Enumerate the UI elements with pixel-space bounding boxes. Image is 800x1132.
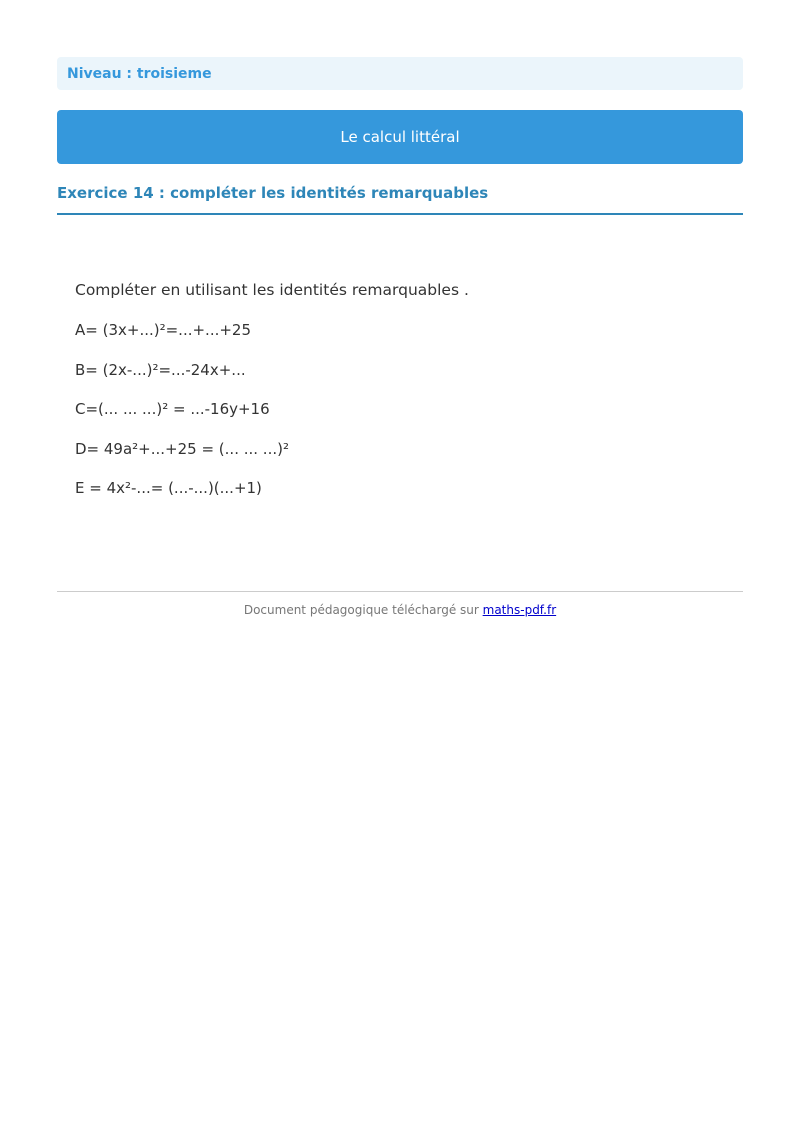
exercise-title: Exercice 14 : compléter les identités remarquables bbox=[57, 184, 743, 215]
exercise-item-d: D= 49a²+...+25 = (... ... ...)² bbox=[75, 439, 289, 458]
footer-text: Document pédagogique téléchargé sur bbox=[243, 603, 483, 617]
page-title: Le calcul littéral bbox=[340, 128, 460, 146]
footer bbox=[57, 603, 743, 617]
exercise-item-b: B= (2x-...)²=...-24x+... bbox=[75, 360, 246, 379]
level-label: Niveau : troisieme bbox=[67, 65, 212, 82]
footer-divider bbox=[57, 591, 743, 592]
exercise-instruction: Compléter en utilisant les identités remarquables . bbox=[75, 281, 469, 299]
title-banner bbox=[57, 110, 743, 164]
footer-link[interactable]: maths-pdf.fr bbox=[482, 603, 557, 617]
exercise-item-c: C=(... ... ...)² = ...-16y+16 bbox=[75, 400, 270, 418]
level-box bbox=[57, 57, 743, 90]
exercise-item-a: A= (3x+...)²=...+...+25 bbox=[75, 321, 252, 339]
exercise-item-e: E = 4x²-...= (...-...)(...+1) bbox=[75, 479, 262, 497]
exercise-content bbox=[75, 280, 675, 518]
